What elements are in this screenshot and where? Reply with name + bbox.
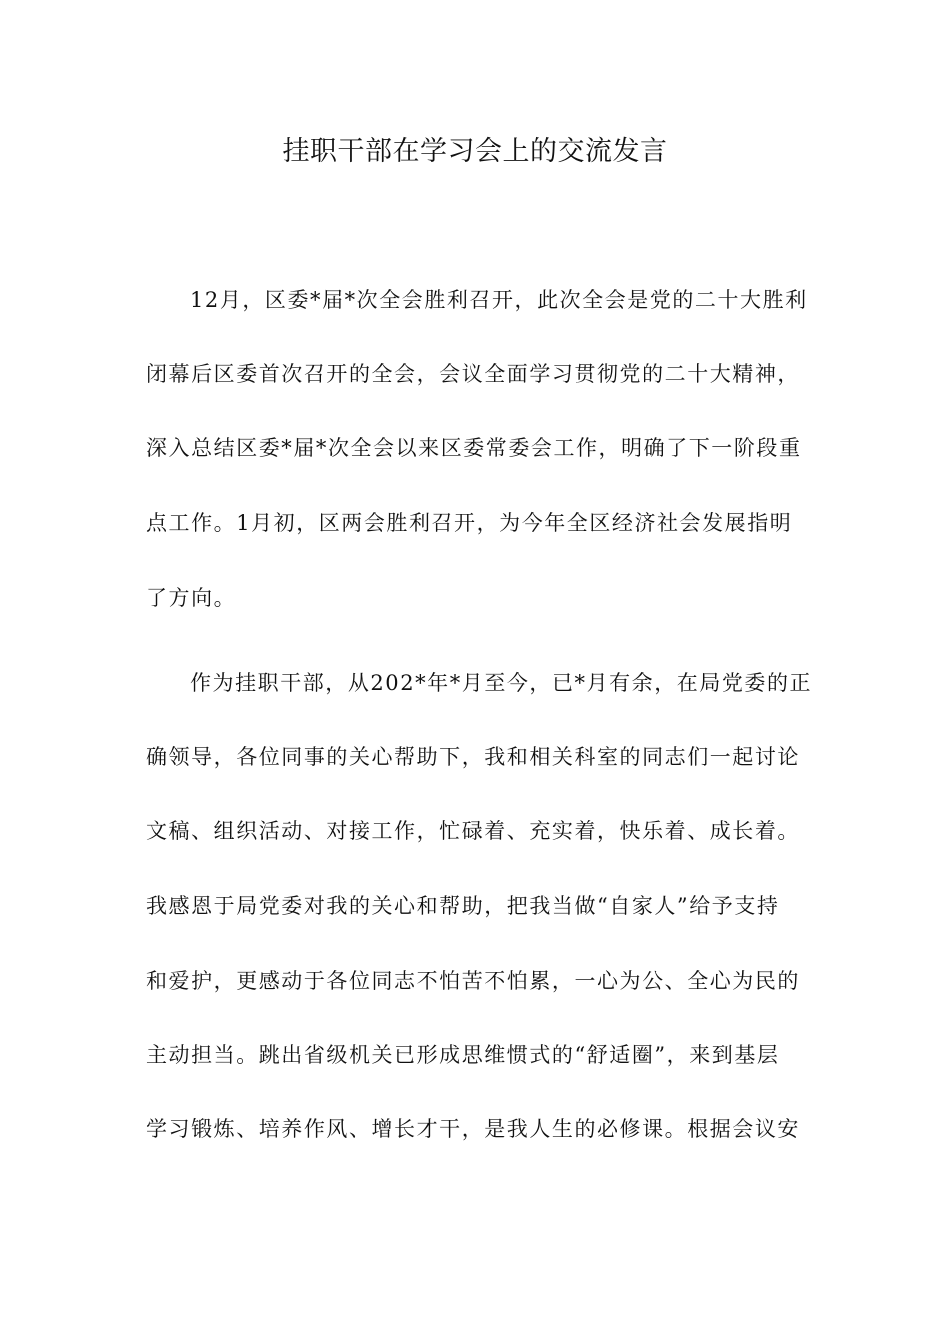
text-line: 深入总结区委*届*次全会以来区委常委会工作，明确了下一阶段重 [146, 436, 802, 460]
text-line: 主动担当。跳出省级机关已形成思维惯式的“舒适圈”，来到基层 [146, 1043, 780, 1067]
text-line: 了方向。 [146, 586, 237, 610]
text-line: 学习锻炼、培养作风、增长才干，是我人生的必修课。根据会议安 [146, 1117, 800, 1141]
text-line: 作为挂职干部，从202*年*月至今，已*月有余，在局党委的正 [190, 671, 813, 695]
text-line: 12月，区委*届*次全会胜利召开，此次全会是党的二十大胜利 [190, 288, 808, 312]
text-line: 和爱护，更感动于各位同志不怕苦不怕累，一心为公、全心为民的 [146, 969, 800, 993]
document-title: 挂职干部在学习会上的交流发言 [282, 136, 668, 167]
text-line: 我感恩于局党委对我的关心和帮助，把我当做“自家人”给予支持 [146, 894, 780, 918]
text-line: 点工作。1月初，区两会胜利召开，为今年全区经济社会发展指明 [146, 511, 793, 535]
text-line: 文稿、组织活动、对接工作，忙碌着、充实着，快乐着、成长着。 [146, 819, 800, 843]
text-line: 闭幕后区委首次召开的全会，会议全面学习贯彻党的二十大精神， [146, 362, 800, 386]
text-line: 确领导，各位同事的关心帮助下，我和相关科室的同志们一起讨论 [146, 745, 800, 769]
